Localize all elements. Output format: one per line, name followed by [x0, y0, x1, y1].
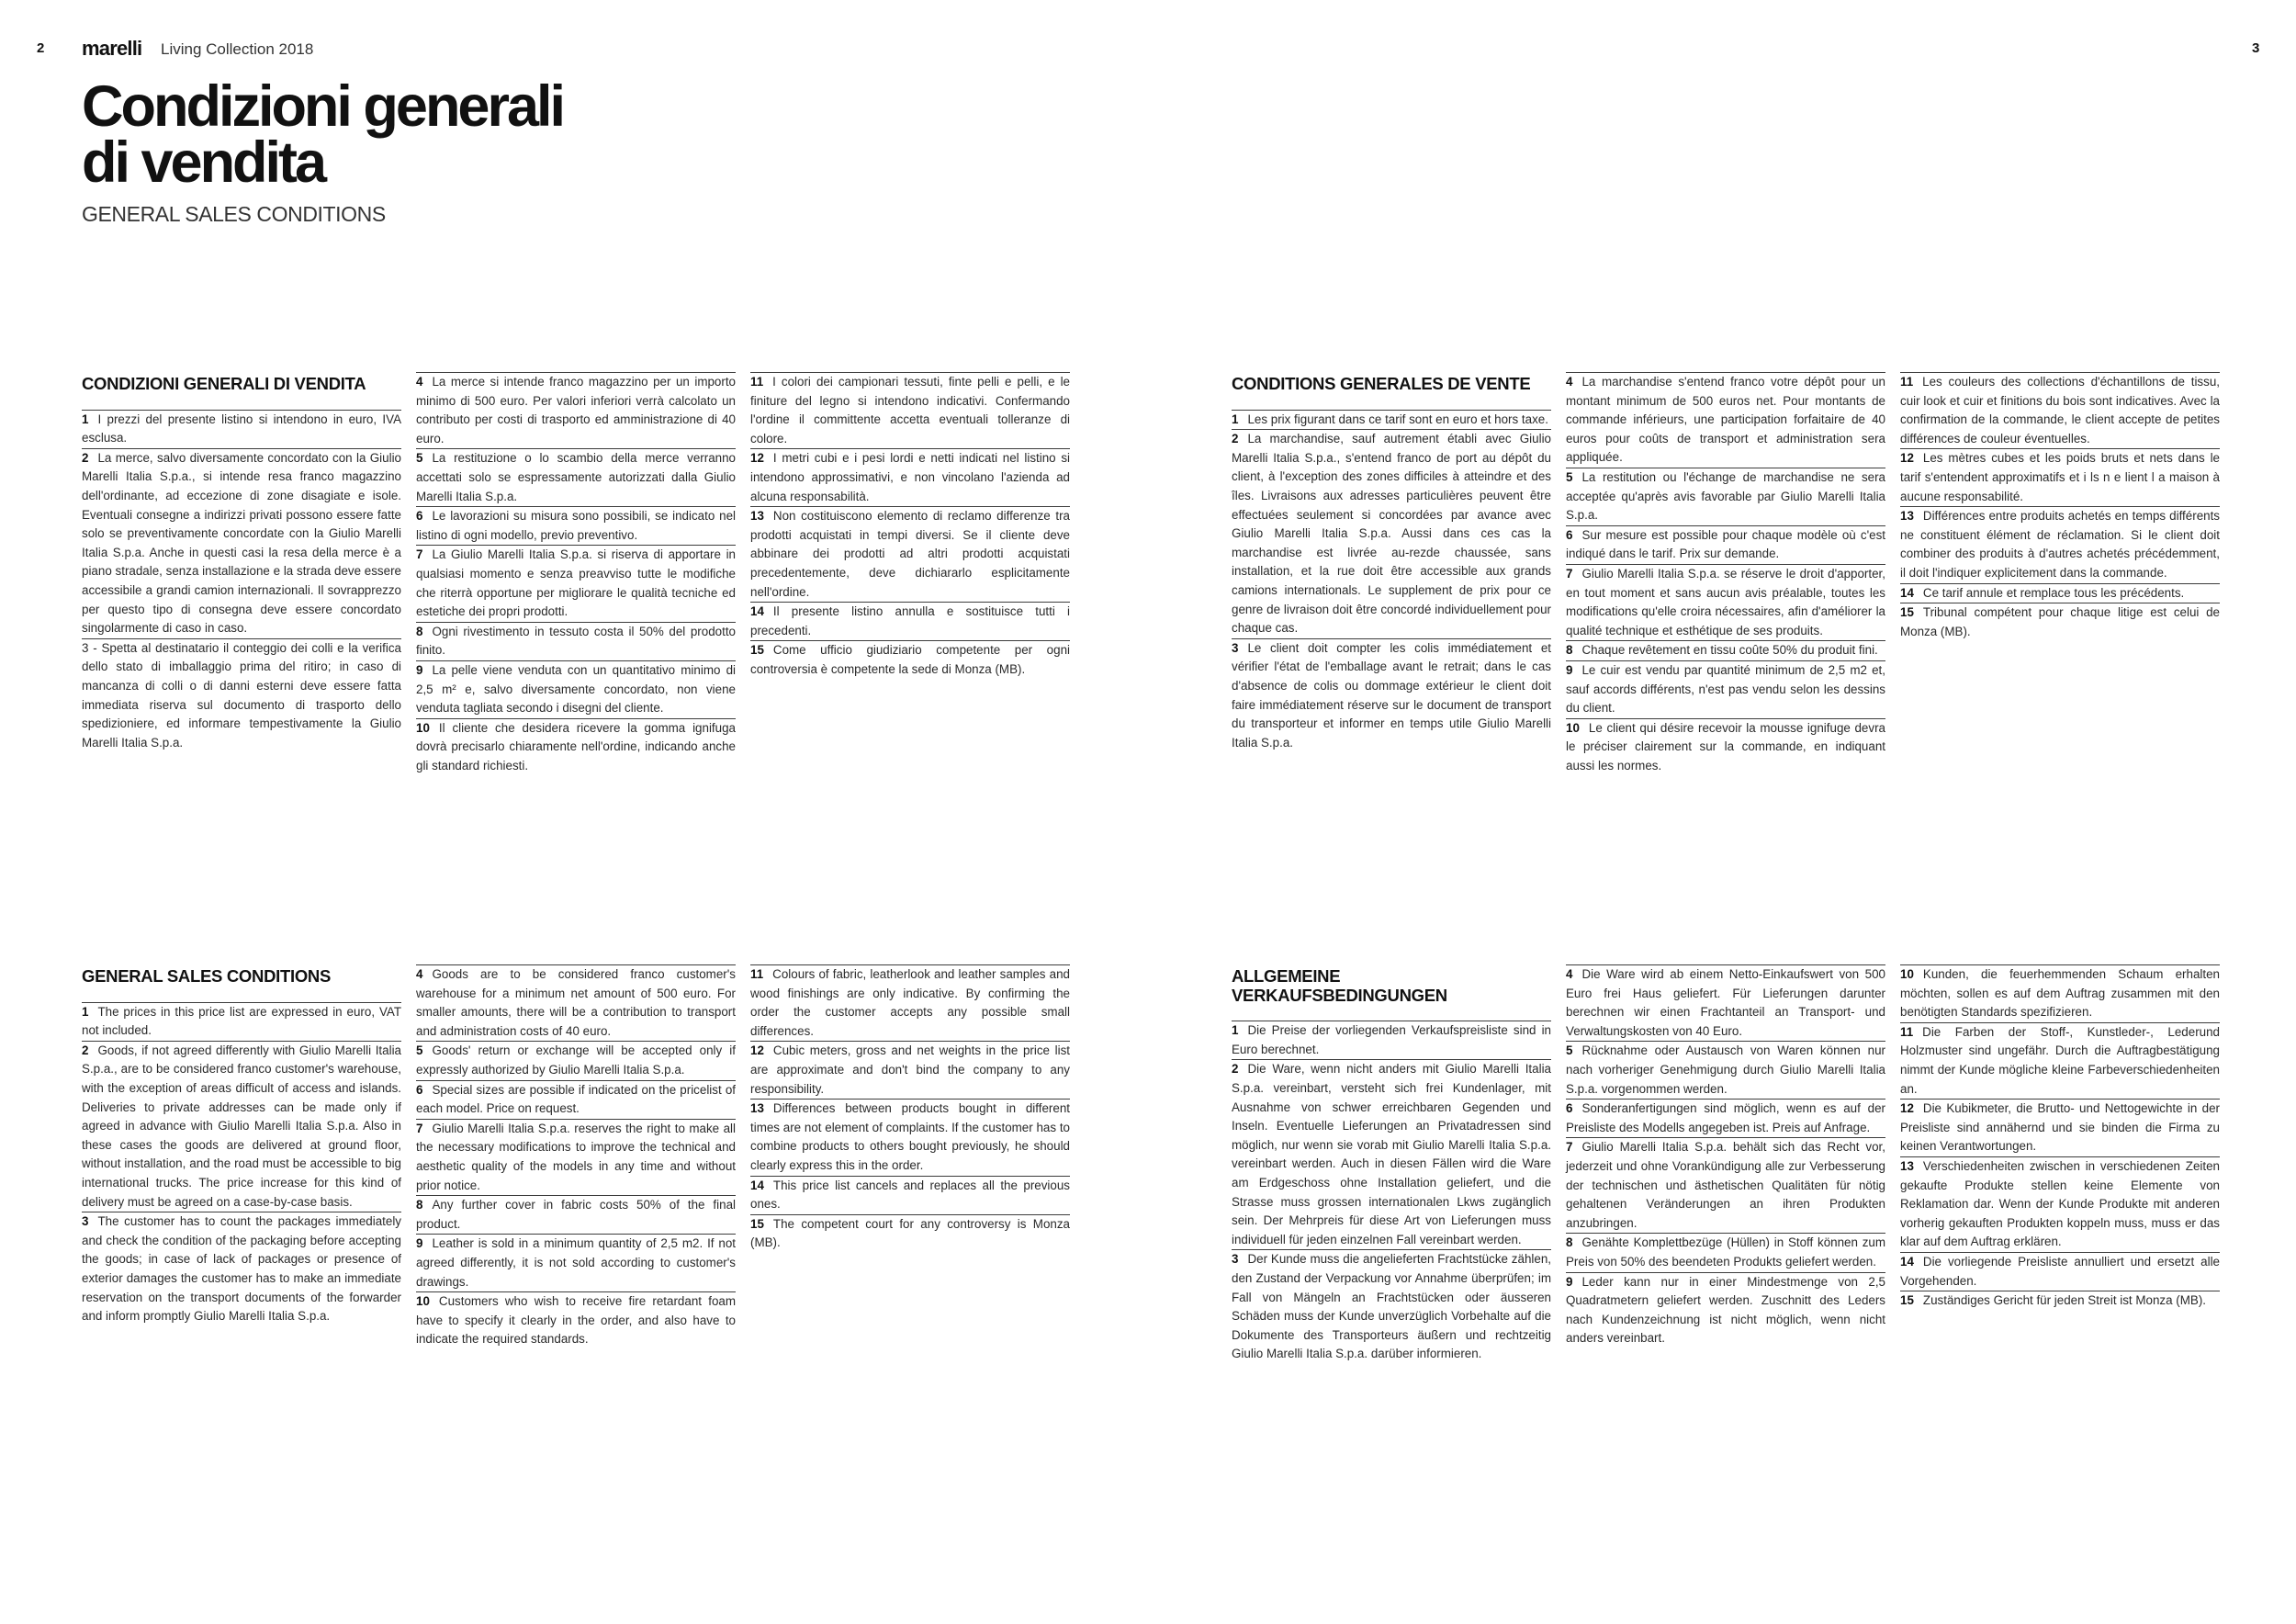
- clause-text: Le cuir est vendu par quantité minimum de 2,5 m2 et, sauf accords différents, n'est pas vendu selon les dessins du client.: [1566, 662, 1885, 716]
- clause-number: 10: [1900, 967, 1914, 981]
- clause-text: Les prix figurant dans ce tarif sont en euro et hors taxe.: [1247, 412, 1548, 426]
- clause-text: Ce tarif annule et remplace tous les précédents.: [1922, 585, 2185, 600]
- clause-text: This price list cancels and replaces all the previous ones.: [750, 1178, 1070, 1212]
- clause-text: La Giulio Marelli Italia S.p.a. si riserva di apportare in qualsiasi momento e senza preavviso tutte le modifiche che riterrà opportune per migliorare le qualità tecniche ed estetiche dei propri prodotti.: [416, 547, 736, 619]
- clause-item: [82, 638, 401, 753]
- clause-item: [1900, 1156, 2220, 1252]
- italian-column-1: [82, 372, 401, 752]
- clause-text: La pelle viene venduta con un quantitativo minimo di 2,5 m² e, salvo diversamente concordato, non viene venduta tagliata secondo i disegni del cliente.: [416, 662, 736, 716]
- clause-item: [416, 1041, 736, 1079]
- clause-item: [1566, 1041, 1885, 1099]
- clause-item: [1566, 964, 1885, 1041]
- clause-item: [1900, 1022, 2220, 1099]
- clause-text: La merce si intende franco magazzino per un importo minimo di 500 euro. Per valori inferiori verrà calcolato un contributo per costi di trasporto ed amministrazione di 40 euro.: [416, 375, 736, 445]
- clause-item: [1900, 1099, 2220, 1156]
- clause-item: [416, 545, 736, 621]
- clause-number: 2: [82, 1043, 89, 1057]
- clause-number: 11: [750, 967, 764, 981]
- clause-number: 1: [1232, 1023, 1239, 1038]
- clause-number: 14: [750, 1178, 764, 1192]
- clause-number: 8: [416, 624, 423, 638]
- clause-text: Il presente listino annulla e sostituisce tutti i precedenti.: [750, 604, 1070, 637]
- clause-item: [750, 602, 1070, 640]
- clause-text: Die Kubikmeter, die Brutto- und Nettogewichte in der Preisliste sind annähernd und sie binden die Firma zu keinen Verantwortungen.: [1900, 1101, 2220, 1154]
- clause-number: 3: [1232, 640, 1239, 655]
- clause-text: Genähte Komplettbezüge (Hüllen) in Stoff können zum Preis von 50% des beendeten Produkts geliefert werden.: [1566, 1235, 1885, 1269]
- clause-item: [1900, 1291, 2220, 1311]
- clause-number: 1: [1232, 412, 1239, 426]
- clause-number: 12: [750, 1043, 764, 1058]
- clause-number: 9: [416, 662, 423, 677]
- clause-number: 15: [750, 1216, 764, 1231]
- clause-item: [1566, 1272, 1885, 1348]
- clause-text: Goods, if not agreed differently with Giulio Marelli Italia S.p.a., are to be considered franco customer's warehouse, with the exception of areas difficult of access and islands. Deliveries to private addresses can be made only if agreed in advance with Giulio Marelli Italia S.p.a. Also in these cases the goods are delivered at ground floor, without installation, and the road must be accessible to big international trucks. The price increase for this kind of delivery must be agreed on a case-by-case basis.: [82, 1043, 401, 1209]
- clause-text: Le lavorazioni su misura sono possibili, se indicato nel listino di ogni modello, previo preventivo.: [416, 509, 736, 542]
- clause-number: 1: [82, 1004, 89, 1019]
- clause-text: I metri cubi e i pesi lordi e netti indicati nel listino si intendono approssimativi, e non vincolano l'azienda ad alcuna responsabilità.: [750, 451, 1070, 503]
- clause-number: 14: [750, 604, 764, 619]
- section-heading: GENERAL SALES CONDITIONS: [82, 966, 332, 986]
- french-column-2: [1566, 372, 1885, 775]
- clause-text: Giulio Marelli Italia S.p.a. reserves the right to make all the necessary modifications to improve the technical and aesthetic quality of the models in any time and without prior notice.: [416, 1121, 736, 1192]
- clause-text: Kunden, die feuerhemmenden Schaum erhalten möchten, sollen es auf dem Auftrag zusammen mit den benötigten Standards spezifizieren.: [1900, 967, 2220, 1020]
- clause-number: 8: [416, 1198, 423, 1212]
- clause-item: [416, 1291, 736, 1349]
- clause-item: [1232, 429, 1551, 638]
- clause-item: [1900, 603, 2220, 641]
- clause-item: [416, 1080, 736, 1119]
- clause-item: [750, 1099, 1070, 1175]
- section-heading: ALLGEMEINE VERKAUFSBEDINGUNGEN: [1232, 966, 1447, 1005]
- clause-number: 6: [1566, 527, 1573, 542]
- clause-item: [416, 622, 736, 660]
- clause-text: Die Farben der Stoff-, Kunstleder-, Lederund Holzmuster sind ungefähr. Durch die Auftragbestätigung nimmt der Kunde mögliche kleine Farbeverschiedenheiten an.: [1900, 1024, 2220, 1096]
- clause-text: Der Kunde muss die angelieferten Frachtstücke zählen, den Zustand der Verpackung vor Annahme überprüfen; im Fall von Mängeln an Frachtstücken oder äusseren Schäden muss der Kunde unverzüglich Vorbehalte auf die Dokumente des Transporteurs äußern und rechtzeitig Giulio Marelli Italia S.p.a. darüber informieren.: [1232, 1252, 1551, 1361]
- clause-item: [1232, 1021, 1551, 1059]
- clause-number: 8: [1566, 1235, 1573, 1250]
- clause-item: [1566, 660, 1885, 718]
- clause-number: 15: [1900, 1293, 1914, 1308]
- clause-item: [82, 1002, 401, 1041]
- section-heading: CONDITIONS GENERALES DE VENTE: [1232, 374, 1531, 393]
- page-subtitle: GENERAL SALES CONDITIONS: [82, 202, 386, 226]
- clause-item: [1566, 1099, 1885, 1137]
- german-column-3: [1900, 964, 2220, 1311]
- clause-number: 5: [416, 451, 423, 466]
- clause-number: 9: [1566, 662, 1573, 677]
- clause-number: 3: [1232, 1252, 1239, 1267]
- clause-text: Goods' return or exchange will be accepted only if expressly authorized by Giulio Marelli Italia S.p.a.: [416, 1043, 736, 1077]
- clause-item: [750, 1214, 1070, 1253]
- clause-item: [416, 718, 736, 776]
- page-number-left: 2: [37, 40, 45, 56]
- clause-text: I colori dei campionari tessuti, finte pelli e pelli, e le finiture del legno si intendono indicativi. Confermando l'ordine il committente accetta eventuali tolleranze di colore.: [750, 375, 1070, 445]
- german-column-2: [1566, 964, 1885, 1348]
- clause-item: [1900, 506, 2220, 582]
- clause-text: Giulio Marelli Italia S.p.a. behält sich das Recht vor, jederzeit und ohne Vorankündigung alle zur Verbesserung der technischen und ästhetischen Qualitäten für nötig gehaltenen Veränderungen an ihren Produkten anzubringen.: [1566, 1140, 1885, 1230]
- clause-text: I prezzi del presente listino si intendono in euro, IVA esclusa.: [82, 412, 401, 445]
- clause-text: Leather is sold in a minimum quantity of 2,5 m2. If not agreed differently, it is not sold according to customer's drawings.: [416, 1236, 736, 1289]
- clause-item: [1566, 718, 1885, 776]
- clause-text: Le client doit compter les colis immédiatement et vérifier l'état de l'emballage avant le retrait; dans le cas d'absence de colis ou dommage extérieur le client doit faire immédiatement réserve sur le document de transport du transporteur et informer en temps utile Giulio Marelli Italia S.p.a.: [1232, 640, 1551, 750]
- clause-number: 15: [1900, 605, 1914, 620]
- clause-text: Giulio Marelli Italia S.p.a. se réserve le droit d'apporter, en tout moment et sans aucun avis préalable, toutes les modifications qu'elle croira nécessaires, afin d'améliorer la qualité technique et esthétique de ses produits.: [1566, 566, 1885, 637]
- clause-text: Chaque revêtement en tissu coûte 50% du produit fini.: [1581, 643, 1878, 658]
- clause-item: [1900, 583, 2220, 603]
- clause-text: Die Preise der vorliegenden Verkaufspreisliste sind in Euro berechnet.: [1232, 1023, 1551, 1056]
- clause-item: [82, 410, 401, 448]
- clause-item: [82, 448, 401, 638]
- clause-number: 4: [416, 967, 423, 981]
- clause-number: 12: [1900, 1101, 1914, 1116]
- clause-item: [750, 1176, 1070, 1214]
- clause-number: 4: [1566, 967, 1573, 981]
- clause-number: 10: [1566, 720, 1580, 735]
- clause-item: [750, 372, 1070, 448]
- clause-text: Différences entre produits achetés en temps différents ne constituent élément de réclamation. Si le client doit combiner des produits à d'autres achetés précédemment, il doit l'indiquer explicitement dans la commande.: [1900, 509, 2220, 580]
- clause-number: 11: [1900, 375, 1914, 389]
- clause-text: Ogni rivestimento in tessuto costa il 50% del prodotto finito.: [416, 624, 736, 658]
- clause-item: [750, 506, 1070, 602]
- clause-item: [1566, 372, 1885, 468]
- clause-item: [1900, 448, 2220, 506]
- clause-item: [1900, 372, 2220, 448]
- clause-item: [82, 1041, 401, 1212]
- clause-item: [416, 964, 736, 1041]
- clause-number: 11: [750, 375, 764, 389]
- clause-text: Die Ware, wenn nicht anders mit Giulio Marelli Italia S.p.a. vereinbart, versteht sich frei Kundenlager, mit Ausnahme von schwer erreichbaren Gegenden und Inseln. Eventuelle Lieferungen an Privatadressen sind möglich, nur wenn sie vorab mit Giulio Marelli Italia S.p.a. vereinbart werden. Auch in diesen Fällen wird die Ware am Erdgeschoss ohne Installation geliefert, und die Strasse muss grossen internationalen Lkws zugänglich sein. Der Mehrpreis für diese Art von Lieferungen muss individuell für jeden einzelnen Fall vereinbart werden.: [1232, 1062, 1551, 1246]
- clause-text: The competent court for any controversy is Monza (MB).: [750, 1216, 1070, 1250]
- clause-number: 11: [1900, 1024, 1914, 1039]
- clause-number: 10: [416, 720, 430, 735]
- clause-text: Colours of fabric, leatherlook and leather samples and wood finishings are only indicative. By confirming the order the customer accepts any possible small differences.: [750, 967, 1070, 1038]
- clause-number: 13: [1900, 509, 1914, 524]
- clause-text: La marchandise s'entend franco votre dépôt pour un montant minimum de 500 euros net. Pour montants de commande inférieurs, une participation forfaitaire de 40 euros pour coûts de transport et administration sera appliquée.: [1566, 375, 1885, 465]
- clause-text: Goods are to be considered franco customer's warehouse for a minimum net amount of 500 euro. For smaller amounts, there will be a contribution to transport and administration costs of 40 euro.: [416, 967, 736, 1038]
- clause-number: 14: [1900, 585, 1914, 600]
- clause-number: 12: [1900, 451, 1914, 466]
- english-column-2: [416, 964, 736, 1349]
- page-number-right: 3: [2252, 40, 2260, 56]
- english-column-3: [750, 964, 1070, 1253]
- clause-text: Cubic meters, gross and net weights in the price list are approximate and don't bind the company to any responsibility.: [750, 1043, 1070, 1096]
- clause-number: 6: [1566, 1101, 1573, 1116]
- italian-column-2: [416, 372, 736, 775]
- collection-label: Living Collection 2018: [161, 40, 314, 58]
- clause-item: [1900, 1252, 2220, 1291]
- clause-text: Leder kann nur in einer Mindestmenge von 2,5 Quadratmetern geliefert werden. Zuschnitt des Leders nach Kundenzeichnung ist nicht möglich, wenn nicht anders vereinbart.: [1566, 1274, 1885, 1346]
- clause-item: [416, 448, 736, 506]
- clause-text: 3 - Spetta al destinatario il conteggio dei colli e la verifica dello stato di imballaggio prima del ritiro; in caso di mancanza di colli o di danni esterni deve essere fatta immediata riserva sul documento di trasporto dello spedizioniere, ed informare tempestivamente la Giulio Marelli Italia S.p.a.: [82, 640, 401, 750]
- clause-item: [1566, 640, 1885, 660]
- clause-text: Die Ware wird ab einem Netto-Einkaufswert von 500 Euro frei Haus geliefert. Für Lieferungen darunter berechnen wir einen Frachtanteil an Transport- und Verwaltungskosten von 40 Euro.: [1566, 967, 1885, 1038]
- clause-item: [1232, 410, 1551, 430]
- page-title: [82, 74, 725, 196]
- clause-text: Il cliente che desidera ricevere la gomma ignifuga dovrà precisarlo chiaramente nell'ordine, indicando anche gli standard richiesti.: [416, 720, 736, 773]
- clause-text: The customer has to count the packages immediately and check the condition of the packaging before accepting the goods; in case of lack of packages or presence of exterior damages the customer has to make an immediate reservation on the transport documents of the forwarder and inform promptly Giulio Marelli Italia S.p.a.: [82, 1214, 401, 1324]
- clause-text: La marchandise, sauf autrement établi avec Giulio Marelli Italia S.p.a., s'entend franco de port au dépôt du client, à l'exception des zones difficiles à atteindre et des îles. Livraisons aux adresses particulières peuvent être effectuées seulement si concordées par avance avec Giulio Marelli Italia S.p.a. Aussi dans ces cas la marchandise est livrée au-rezde chaussée, sans installation, et la rue doit être accessible aux grands camions internationals. Le supplement de prix pour ce genre de livraison doit être concordé individuellement pour chaque cas.: [1232, 432, 1551, 636]
- clause-item: [416, 1119, 736, 1195]
- clause-item: [416, 1234, 736, 1291]
- clause-item: [82, 1212, 401, 1326]
- clause-item: [1566, 564, 1885, 640]
- clause-text: Any further cover in fabric costs 50% of the final product.: [416, 1198, 736, 1231]
- clause-number: 3: [82, 1214, 89, 1229]
- clause-item: [416, 372, 736, 448]
- clause-number: 4: [1566, 375, 1573, 389]
- clause-item: [750, 1041, 1070, 1099]
- clause-item: [750, 964, 1070, 1041]
- clause-number: 5: [1566, 1043, 1573, 1058]
- clause-text: Sur mesure est possible pour chaque modèle où c'est indiqué dans le tarif. Prix sur demande.: [1566, 527, 1885, 561]
- clause-item: [750, 640, 1070, 679]
- clause-item: [1232, 1059, 1551, 1249]
- clause-number: 13: [750, 1101, 764, 1116]
- brand-logo: marelli: [82, 37, 142, 60]
- clause-number: 6: [416, 1082, 423, 1097]
- clause-item: [750, 448, 1070, 506]
- clause-number: 14: [1900, 1254, 1914, 1269]
- english-column-1: [82, 964, 401, 1326]
- clause-number: 2: [1232, 1062, 1239, 1077]
- clause-number: 7: [416, 547, 423, 562]
- clause-number: 6: [416, 509, 423, 524]
- clause-text: Rücknahme oder Austausch von Waren können nur nach vorheriger Genehmigung durch Giulio Marelli Italia S.p.a. vorgenommen werden.: [1566, 1043, 1885, 1096]
- page-title-line-2: di vendita: [82, 130, 325, 196]
- clause-item: [1566, 1233, 1885, 1271]
- clause-number: 7: [416, 1121, 423, 1135]
- clause-text: Non costituiscono elemento di reclamo differenze tra prodotti acquistati in tempi diversi. Se il cliente deve abbinare dei prodotti ad altri prodotti acquistati precedentemente, deve dichiararlo esplicitamente nell'ordine.: [750, 509, 1070, 599]
- clause-text: La merce, salvo diversamente concordato con la Giulio Marelli Italia S.p.a., si intende resa franco magazzino dell'ordinante, ad eccezione di zone disagiate e isole. Eventuali consegne a indirizzi privati possono essere fatte solo se preventivamente concordate con la Giulio Marelli Italia S.p.a. Anche in questi casi la resa della merce è a piano stradale, senza installazione e la strada deve essere accessibile a grandi camion internazionali. Il sovrapprezzo per questo tipo di consegna deve essere concordato singolarmente di caso in caso.: [82, 450, 401, 636]
- clause-number: 7: [1566, 566, 1573, 581]
- italian-column-3: [750, 372, 1070, 680]
- clause-item: [416, 506, 736, 545]
- clause-text: Tribunal compétent pour chaque litige est celui de Monza (MB).: [1900, 605, 2220, 638]
- clause-number: 9: [1566, 1274, 1573, 1289]
- clause-text: La restituzione o lo scambio della merce verranno accettati solo se espressamente autorizzati dalla Giulio Marelli Italia S.p.a.: [416, 451, 736, 503]
- clause-text: Differences between products bought in different times are not element of complaints. If the customer has to combine products to others bought previously, he should clearly express this in the order.: [750, 1101, 1070, 1172]
- clause-item: [1566, 468, 1885, 525]
- clause-number: 12: [750, 451, 764, 466]
- clause-number: 7: [1566, 1140, 1573, 1155]
- clause-number: 5: [1566, 469, 1573, 484]
- clause-text: Les couleurs des collections d'échantillons de tissu, cuir look et cuir et finitions du bois sont indicatives. Avec la confirmation de la commande, le client accepte de petites différences de couleur éventuelles.: [1900, 375, 2220, 445]
- german-column-1: [1232, 964, 1551, 1364]
- clause-text: Zuständiges Gericht für jeden Streit ist Monza (MB).: [1922, 1293, 2207, 1308]
- clause-item: [416, 660, 736, 718]
- page-title-line-1: Condizioni generali: [82, 74, 564, 139]
- section-heading: CONDIZIONI GENERALI DI VENDITA: [82, 374, 366, 393]
- clause-item: [1232, 1249, 1551, 1364]
- clause-number: 13: [1900, 1158, 1914, 1173]
- clause-number: 8: [1566, 643, 1573, 658]
- clause-item: [1566, 525, 1885, 564]
- clause-text: The prices in this price list are expressed in euro, VAT not included.: [82, 1004, 401, 1038]
- clause-text: Die vorliegende Preisliste annulliert und ersetzt alle Vorgehenden.: [1900, 1254, 2220, 1288]
- clause-text: La restitution ou l'échange de marchandise ne sera acceptée qu'après avis favorable par Giulio Marelli Italia S.p.a.: [1566, 469, 1885, 523]
- clause-number: 4: [416, 375, 423, 389]
- clause-number: 2: [82, 450, 89, 465]
- clause-item: [416, 1195, 736, 1234]
- clause-number: 2: [1232, 432, 1239, 446]
- clause-number: 10: [416, 1294, 430, 1309]
- clause-number: 13: [750, 509, 764, 524]
- french-column-1: [1232, 372, 1551, 752]
- clause-text: Special sizes are possible if indicated on the pricelist of each model. Price on request.: [416, 1082, 736, 1116]
- clause-number: 1: [82, 412, 89, 426]
- clause-number: 15: [750, 643, 764, 658]
- clause-text: Verschiedenheiten zwischen in verschiedenen Zeiten gekaufte Produkte stellen keine Elemente von Reklamation dar. Wenn der Kunde Produkte mit anderen vorherig gekauften Produkten koppeln muss, muss er das klar auf dem Auftrag erklären.: [1900, 1158, 2220, 1249]
- clause-number: 5: [416, 1043, 423, 1058]
- french-column-3: [1900, 372, 2220, 641]
- clause-text: Les mètres cubes et les poids bruts et nets dans le tarif s'entendent approximatifs et i ls n e lient l a maison à aucune responsabilité.: [1900, 451, 2220, 503]
- clause-text: Customers who wish to receive fire retardant foam have to specify it clearly in the order, and also have to indicate the required standards.: [416, 1294, 736, 1347]
- clause-text: Come ufficio giudiziario competente per ogni controversia è competente la sede di Monza (MB).: [750, 643, 1070, 676]
- clause-number: 9: [416, 1236, 423, 1251]
- clause-item: [1566, 1137, 1885, 1233]
- clause-item: [1232, 638, 1551, 753]
- clause-text: Sonderanfertigungen sind möglich, wenn es auf der Preisliste des Modells angegeben ist. Preis auf Anfrage.: [1566, 1101, 1885, 1134]
- clause-text: Le client qui désire recevoir la mousse ignifuge devra le préciser clairement sur la commande, en indiquant aussi les normes.: [1566, 720, 1885, 773]
- clause-item: [1900, 964, 2220, 1022]
